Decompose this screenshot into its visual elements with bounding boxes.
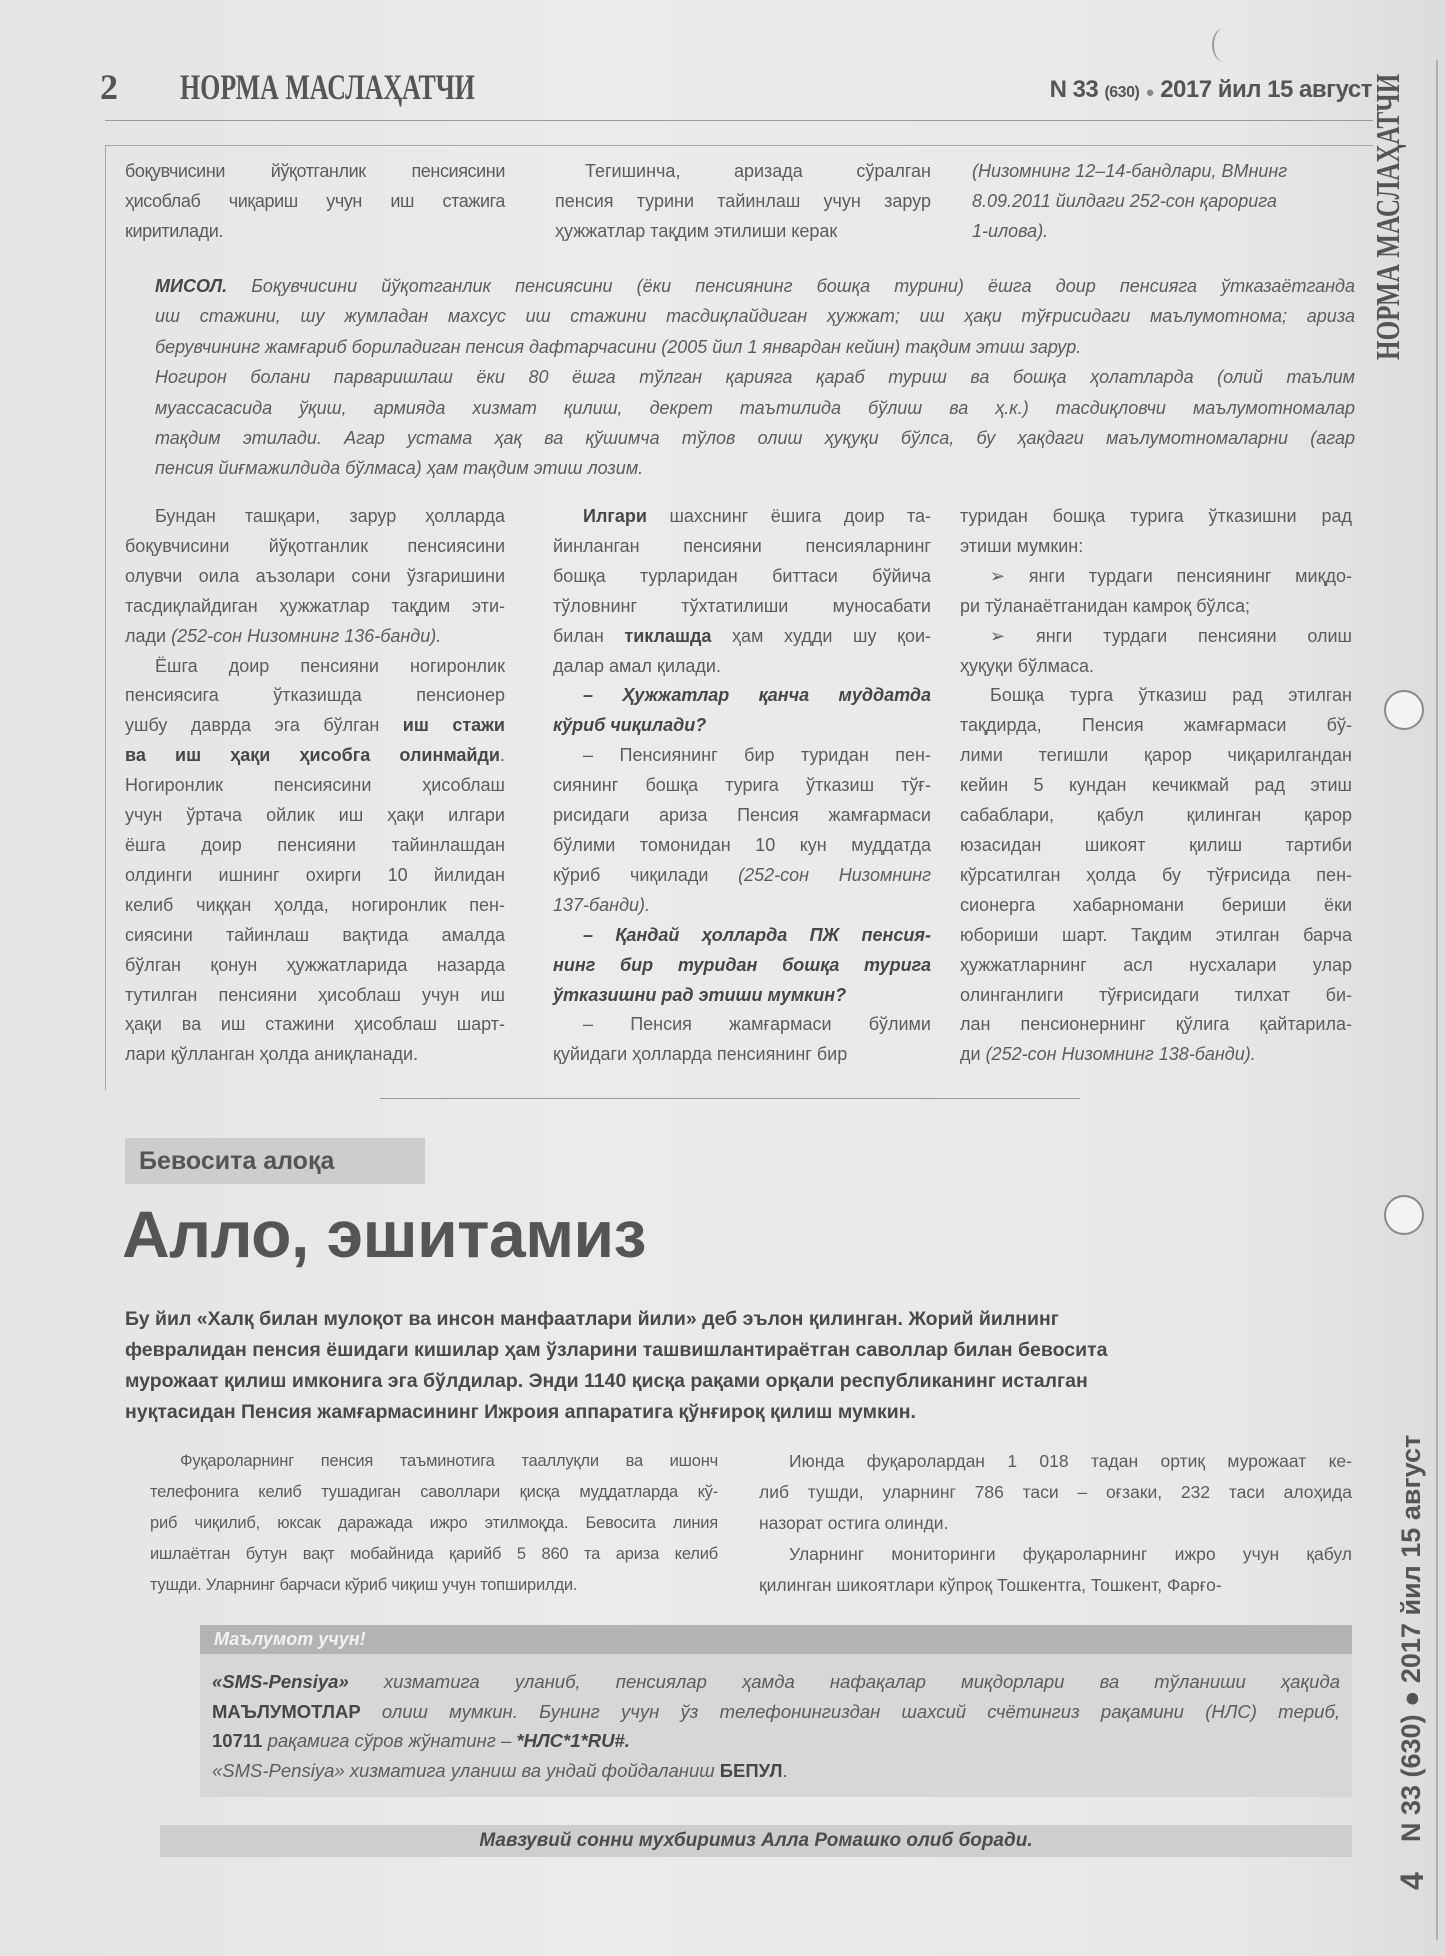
spine-page-number: 4: [1394, 1872, 1430, 1890]
text-line: [212, 1667, 1340, 1697]
main-column-2: [553, 502, 931, 1070]
text-line: – Пенсия жамғармаси бўлими: [583, 1014, 931, 1035]
text-run: иш стажини, шу жумладан махсус иш стажини тасдиқлайдиган ҳужжат; иш ҳақи тўғрисидаги маълумотнома; ариза: [155, 306, 1355, 327]
bullet-icon: ●: [1145, 84, 1155, 101]
text-line: лан пенсионернинг қўлига қайтарила-: [960, 1014, 1352, 1035]
paragraph: [553, 921, 931, 1011]
text-line: [553, 681, 931, 711]
text-line: этиши мумкин:: [960, 535, 1084, 556]
emphasis-text: тиклашда: [624, 625, 712, 646]
text-line: пенсия турини тайинлаш учун зарур: [555, 190, 931, 211]
emphasis-text: – Ҳужжатлар қанча муддатда: [583, 685, 931, 706]
text-line: Ёшга доир пенсияни ногиронлик: [155, 655, 505, 676]
emphasis-text: Илгари: [583, 506, 647, 526]
top-column-2: [555, 157, 931, 247]
paragraph: [212, 1756, 1340, 1786]
text-line: – Пенсиянинг бир туридан пен-: [583, 745, 931, 766]
text-line: учун ўртача ойлик иш ҳақи илгари: [125, 805, 505, 826]
emphasis-text: нинг бир туридан бошқа турига: [553, 954, 931, 975]
paragraph: [125, 652, 505, 1071]
top-column-3: [972, 157, 1356, 247]
scan-mark: [1212, 28, 1236, 62]
text-line: киритилади.: [125, 220, 223, 241]
emphasis-text: ўтказишни рад этиши мумкин?: [553, 984, 847, 1005]
text-line: тутилган пенсияни ҳисоблаш учун иш: [125, 984, 505, 1005]
text-run: берувчининг жамғариб бориладиган пенсия дафтарчасини (2005 йил 1 январдан кейин) тақдим этиш зарур.: [155, 336, 1082, 357]
text-line: юбориши шарт. Тақдим этилган барча: [960, 924, 1352, 945]
text-line: лими тегишли қарор чиқарилгандан: [960, 745, 1352, 766]
text-run: (252-сон Низомнинг 136-банди).: [171, 625, 442, 646]
text-line: [553, 502, 931, 532]
text-line: Уларнинг мониторинги фуқароларнинг ижро учун қабул: [789, 1544, 1352, 1564]
text-line: [155, 271, 1355, 301]
section-divider: [380, 1098, 1080, 1099]
paragraph: [759, 1446, 1352, 1539]
text-line: [155, 332, 1355, 362]
emphasis-text: МИСОЛ.: [155, 276, 228, 296]
text-line: ҳужжатларнинг асл нусхалари улар: [960, 954, 1352, 975]
text-line: қилинган шикоятлари кўпроқ Тошкентга, Тошкент, Фарғо-: [759, 1575, 1222, 1595]
emphasis-text: ва иш ҳақи ҳисобга олинмайди: [125, 745, 500, 766]
text-run: Боқувчисини йўқотганлик пенсиясини (ёки пенсиянинг бошқа турини) ёшга доир пенсияга ўтказаётганда: [227, 276, 1355, 296]
emphasis-text: МАЪЛУМОТЛАР: [212, 1700, 361, 1722]
text-run: (252-сон Низомнинг: [738, 864, 931, 885]
paragraph: [960, 562, 1352, 622]
text-line: лари қўлланган ҳолда аниқланади.: [125, 1044, 419, 1065]
paragraph: [555, 157, 931, 247]
spine-rule: [1436, 60, 1438, 1940]
text-run: лади: [125, 625, 172, 646]
text-run: пенсия йиғмажилдида бўлмаса) ҳам тақдим этиш лозим.: [155, 458, 644, 479]
article-column-2: [759, 1446, 1352, 1601]
box-top-rule: [105, 145, 1373, 146]
emphasis-text: БЕПУЛ: [719, 1759, 783, 1781]
paragraph: [553, 741, 931, 920]
emphasis-text: – Қандай ҳолларда ПЖ пенсия-: [583, 924, 931, 945]
text-run: рақамига сўров жўнатинг –: [262, 1730, 517, 1751]
issue-number: N 33: [1049, 76, 1099, 103]
text-line: [972, 217, 1356, 247]
text-line: Ногиронлик пенсиясини ҳисоблаш: [125, 775, 505, 796]
text-line: [972, 187, 1356, 217]
issue-info: [1050, 76, 1372, 104]
text-line: ҳисоблаб чиқариш учун иш стажига: [125, 190, 505, 211]
text-line: боқувчисини йўқотганлик пенсиясини: [125, 161, 505, 181]
text-line: кейин 5 кундан кечикмай рад этиш: [960, 775, 1352, 796]
paragraph: [960, 681, 1352, 1070]
emphasis-text: иш стажи: [402, 715, 505, 736]
header-rule: [105, 120, 1373, 121]
text-line: тушди. Уларнинг барчаси кўриб чиқиш учун топширилди.: [150, 1576, 578, 1594]
text-run: билан: [553, 625, 625, 646]
rubric-label: Бевосита алоқа: [125, 1138, 425, 1184]
text-line: ➢ янги турдаги пенсиянинг миқдо-: [990, 565, 1352, 586]
text-line: далар амал қилади.: [553, 655, 721, 676]
text-run: хизматига уланиб, пенсиялар ҳамда нафақалар миқдорлари ва тўланиши ҳақида: [348, 1671, 1340, 1692]
text-line: [155, 393, 1355, 423]
text-line: либ тушди, уларнинг 786 таси – оғзаки, 232 таси алоҳида: [759, 1482, 1352, 1502]
text-line: ишлаётган бутун вақт мобайнида қарийб 5 860 та ариза келиб: [150, 1545, 718, 1563]
text-line: [155, 362, 1355, 392]
text-run: (Низомнинг 12–14-бандлари, ВМнинг: [972, 161, 1288, 181]
text-line: ҳуқуқи бўлмаса.: [960, 655, 1095, 676]
text-line: назорат остига олинди.: [759, 1513, 949, 1533]
text-line: нуқтасидан Пенсия жамғармасининг Ижроия аппаратига қўнғироқ қилиш мумкин.: [125, 1401, 916, 1423]
text-run: Ногирон болани парваришлаш ёки 80 ёшга тўлган қарияга қараб туриш ва бошқа ҳолатларда (олий таълим: [155, 367, 1355, 388]
text-line: юзасидан шикоят қилиш тартиби: [960, 834, 1352, 855]
text-line: йинланган пенсияни пенсияларнинг: [553, 535, 931, 556]
text-line: [155, 453, 1355, 483]
text-run: кўриб чиқилади: [553, 864, 739, 885]
text-line: [972, 157, 1356, 187]
emphasis-text: *НЛС*1*RU#.: [516, 1730, 630, 1751]
text-line: ри тўланаётганидан камроқ бўлса;: [960, 595, 1251, 616]
text-line: [553, 711, 931, 741]
text-line: боқувчисини йўқотганлик пенсиясини: [125, 535, 505, 556]
text-line: [553, 981, 931, 1011]
paragraph: [155, 271, 1355, 362]
text-line: келиб чиққан ҳолда, ногиронлик пен-: [125, 894, 505, 915]
text-line: [212, 1697, 1340, 1727]
top-column-1: [125, 157, 505, 247]
text-run: олиш мумкин. Бунинг учун ўз телефонингиздан шахсий счётингиз рақамини (НЛС) териб,: [360, 1700, 1340, 1722]
text-line: [212, 1726, 1340, 1756]
emphasis-text: «SMS-Pensiya»: [212, 1671, 349, 1692]
paragraph: [553, 681, 931, 741]
text-line: Фуқароларнинг пенсия таъминотига тааллуқли ва ишонч: [180, 1452, 718, 1470]
paragraph: [972, 157, 1356, 247]
text-run: муассасасида ўқиш, армияда хизмат қилиш, декрет таътилида бўлиш ва ҳ.к.) тасдиқловчи маълумотномалар: [155, 397, 1355, 418]
punch-hole-icon: [1384, 1195, 1424, 1235]
info-box: [200, 1625, 1352, 1797]
spine-issue: N 33 (630) ● 2017 йил 15 август: [1396, 1434, 1426, 1842]
spine-publication: НОРМА МАСЛАҲАТЧИ: [1370, 73, 1407, 361]
text-line: Бу йил «Халқ билан мулоқот ва инсон манфаатлари йили» деб эълон қилинган. Жорий йилнинг: [125, 1308, 1059, 1330]
text-line: сиясини тайинлаш вақтида амалда: [125, 924, 505, 945]
paragraph: [553, 1010, 931, 1070]
text-run: 1-илова).: [972, 220, 1049, 241]
info-box-title: Маълумот учун!: [200, 1625, 1352, 1654]
paragraph: [960, 622, 1352, 682]
text-line: [155, 423, 1355, 453]
text-line: [125, 622, 505, 652]
text-line: ҳужжатлар тақдим этилиши керак: [555, 220, 838, 241]
text-line: қуйидаги ҳолларда пенсиянинг бир: [553, 1044, 848, 1065]
text-line: рисидаги ариза Пенсия жамғармаси: [553, 805, 931, 826]
main-column-1: [125, 502, 505, 1070]
text-line: тасдиқлайдиган ҳужжатлар тақдим эти-: [125, 595, 505, 616]
text-line: [553, 891, 931, 921]
emphasis-text: 10711: [212, 1730, 263, 1751]
paragraph: [155, 362, 1355, 484]
text-line: [125, 741, 505, 771]
paragraph: [960, 502, 1352, 562]
paragraph: [212, 1667, 1340, 1756]
main-column-3: [960, 502, 1352, 1070]
text-line: телефонига келиб тушадиган саволлари қисқа муддатларда кў-: [150, 1483, 718, 1501]
paragraph: [150, 1446, 718, 1601]
text-line: сиянинг бошқа турига ўтказиш тўғ-: [553, 775, 931, 796]
text-line: олдинги ишнинг охирги 10 йилидан: [125, 864, 505, 885]
text-line: олинганлиги тўғрисидаги тилхат би-: [960, 984, 1352, 1005]
text-run: .: [499, 745, 505, 766]
article-headline: Алло, эшитамиз: [122, 1197, 646, 1271]
text-line: [553, 622, 931, 652]
text-line: [212, 1756, 1340, 1786]
text-line: риб чиқилиб, юксак даражада ижро этилмоқда. Бевосита линия: [150, 1514, 718, 1532]
paragraph: [759, 1539, 1352, 1601]
text-run: 8.09.2011 йилдаги 252-сон қарорига: [972, 190, 1277, 211]
text-run: (252-сон Низомнинг 138-банди).: [985, 1044, 1256, 1065]
article-column-1: [150, 1446, 718, 1601]
text-run: 137-банди).: [553, 894, 651, 915]
text-line: сабаблари, қабул қилинган қарор: [960, 805, 1352, 826]
text-line: ➢ янги турдаги пенсияни олиш: [990, 625, 1352, 646]
article-lead: [125, 1304, 1265, 1428]
text-line: [125, 711, 505, 741]
box-left-border: [105, 145, 106, 1090]
info-box-body: [212, 1667, 1340, 1785]
text-line: [960, 1040, 1352, 1070]
punch-hole-icon: [1384, 690, 1424, 730]
text-line: Июнда фуқаролардан 1 018 тадан ортиқ мурожаат ке-: [789, 1451, 1352, 1471]
text-line: мурожаат қилиш имконига эга бўлдилар. Энди 1140 қисқа рақами орқали республиканинг исталган: [125, 1370, 1088, 1392]
text-line: тақдирда, Пенсия жамғармаси бў-: [960, 715, 1352, 736]
page-number: 2: [100, 67, 118, 107]
text-run: шахснинг ёшига доир та-: [646, 506, 931, 526]
text-run: .: [782, 1759, 788, 1781]
text-run: ҳам худди шу қои-: [711, 625, 931, 646]
paragraph: [125, 502, 505, 652]
text-line: [553, 861, 931, 891]
publication-title: НОРМА МАСЛАҲАТЧИ: [180, 67, 475, 107]
text-line: бўлган қонун ҳужжатларида назарда: [125, 954, 505, 975]
issue-total-number: (630): [1104, 84, 1140, 101]
text-run: ушбу даврда эга бўлган: [125, 715, 403, 736]
text-run: ди: [960, 1044, 986, 1065]
text-line: Бошқа турга ўтказиш рад этилган: [990, 685, 1352, 706]
emphasis-text: кўриб чиқилади?: [553, 715, 707, 736]
text-line: Бундан ташқари, зарур ҳолларда: [155, 506, 505, 526]
text-run: тақдим этилади. Агар устама ҳақ ва қўшимча тўлов олиш ҳуқуқи бўлса, бу ҳақдаги маълумотномаларни (агар: [155, 428, 1355, 449]
issue-date: 2017 йил 15 август: [1160, 76, 1372, 103]
text-line: туридан бошқа турига ўтказишни рад: [960, 506, 1352, 526]
text-line: кўрсатилган ҳолда бу тўғрисида пен-: [960, 864, 1352, 885]
text-line: пенсиясига ўтказишда пенсионер: [125, 685, 505, 706]
example-block: [155, 271, 1355, 484]
text-run: «SMS-Pensiya» хизматига уланиш ва ундай фойдаланиш: [212, 1759, 720, 1781]
text-line: бошқа турларидан биттаси бўйича: [553, 565, 931, 586]
footer-note: Мавзувий сонни мухбиримиз Алла Ромашко олиб боради.: [160, 1825, 1352, 1857]
text-line: олувчи оила аъзолари сони ўзгаришини: [125, 565, 505, 586]
text-line: февралидан пенсия ёшидаги кишилар ҳам ўзларини ташвишлантираётган саволлар билан бевосита: [125, 1339, 1108, 1361]
text-line: тўловнинг тўхтатилиши муносабати: [553, 595, 931, 616]
paragraph: [553, 502, 931, 681]
text-line: [553, 921, 931, 951]
text-line: [553, 951, 931, 981]
text-line: Тегишинча, аризада сўралган: [585, 161, 931, 181]
text-line: [155, 301, 1355, 331]
text-line: бўлими томонидан 10 кун муддатда: [553, 834, 931, 855]
text-line: ҳақи ва иш стажини ҳисоблаш шарт-: [125, 1014, 505, 1035]
paragraph: [125, 157, 505, 247]
text-line: сионерга хабарномани бериши ёки: [960, 894, 1352, 915]
text-line: ёшга доир пенсияни тайинлашдан: [125, 834, 505, 855]
paragraph: [125, 1304, 1265, 1428]
